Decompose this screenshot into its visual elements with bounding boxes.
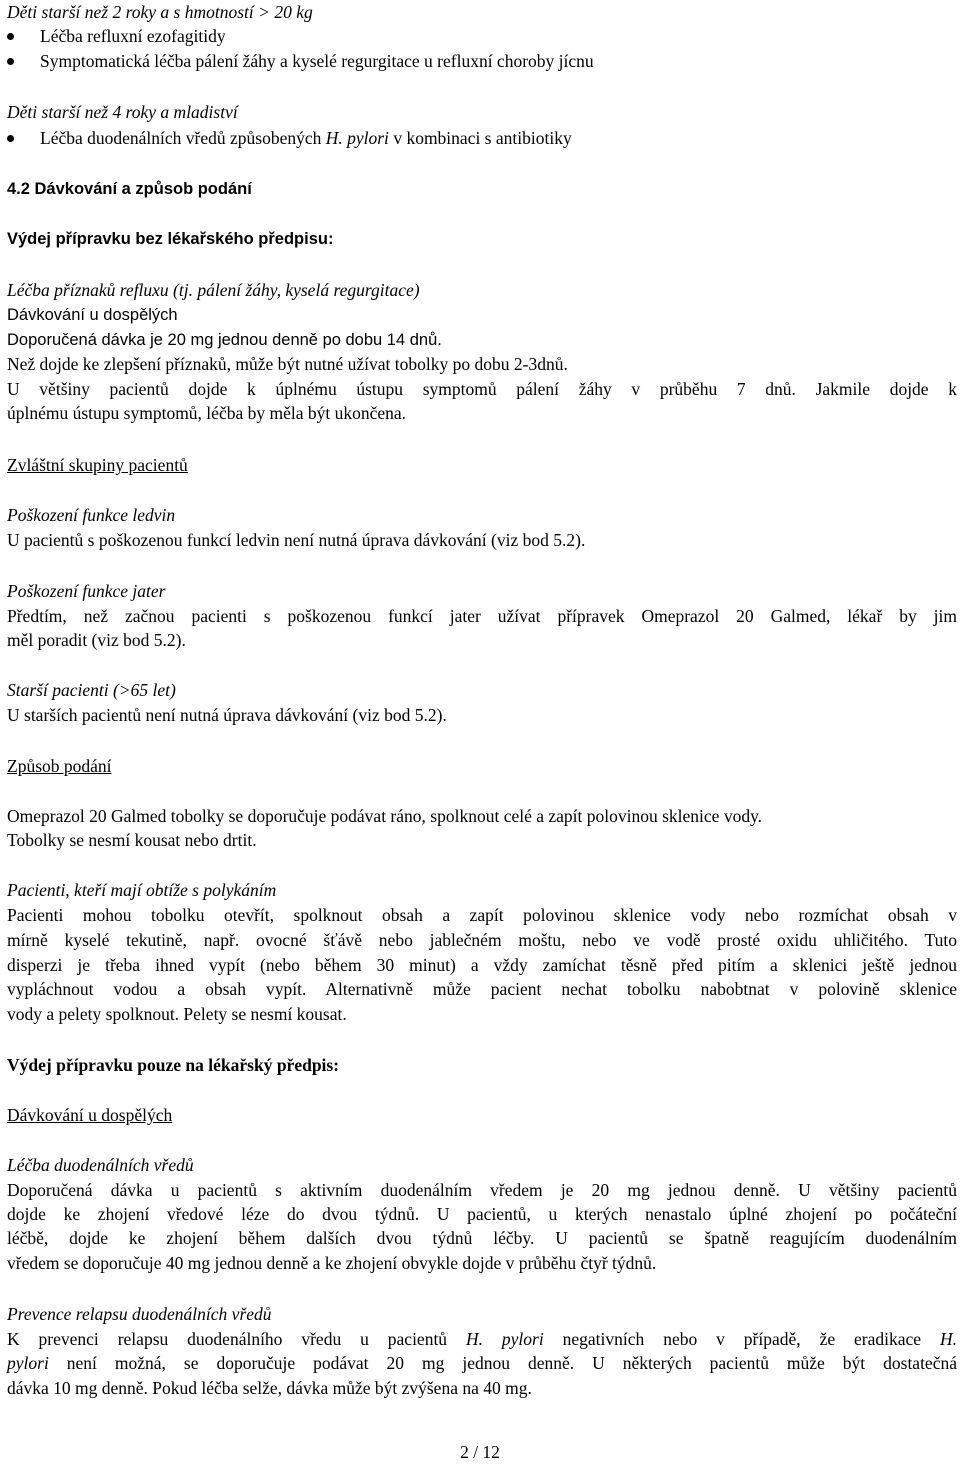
swallow-text: vypláchnout vodou a obsah vypít. Alternativně může pacient nechat tobolku nabobtnat v polovině sklenice <box>7 979 957 999</box>
list-item: Léčba duodenálních vředů způsobených H. pylori v kombinaci s antibiotiky <box>40 128 572 148</box>
relapse-text: K prevenci relapsu duodenálního vředu u pacientů H. pylori negativních nebo v případě, že eradikace H. <box>7 1329 957 1349</box>
reflux-heading: Léčba příznaků refluxu (tj. pálení žáhy, kyselá regurgitace) <box>7 280 420 300</box>
improvement-text: Než dojde ke zlepšení příznaků, může být nutné užívat tobolky po dobu 2-3dnů. <box>7 354 568 374</box>
relapse-text: pylori není možná, se doporučuje podávat 20 mg jednou denně. U některých pacientů může být dostatečná <box>7 1353 957 1373</box>
duodenal-text: Doporučená dávka u pacientů s aktivním duodenálním vředem je 20 mg jednou denně. U většiny pacientů <box>7 1180 957 1200</box>
swallow-text: Pacienti mohou tobolku otevřít, spolknout obsah a zapít polovinou sklenice vody nebo rozmíchat obsah v <box>7 905 957 925</box>
relapse-text: dávka 10 mg denně. Pokud léčba selže, dávka může být zvýšena na 40 mg. <box>7 1378 532 1398</box>
swallow-heading: Pacienti, kteří mají obtíže s polykáním <box>7 880 277 900</box>
swallow-text: mírně kyselé tekutině, např. ovocné šťávě nebo jablečném moštu, nebo ve vodě prosté oxidu uhličitého. Tuto <box>7 930 957 950</box>
bullet-icon <box>7 135 14 142</box>
renal-text: U pacientů s poškozenou funkcí ledvin není nutná úprava dávkování (viz bod 5.2). <box>7 530 586 550</box>
bullet-icon <box>7 58 14 65</box>
adult-dosage-label: Dávkování u dospělých <box>7 306 178 324</box>
duodenal-text: vředem se doporučuje 40 mg jednou denně a ke zhojení obvykle dojde v průběhu čtyř týdnů. <box>7 1253 657 1273</box>
prescription-heading: Výdej přípravku pouze na lékařský předpis: <box>7 1055 340 1075</box>
hepatic-heading: Poškození funkce jater <box>7 581 166 601</box>
section-heading: 4.2 Dávkování a způsob podání <box>7 180 252 198</box>
elderly-heading: Starší pacienti (>65 let) <box>7 680 176 700</box>
renal-heading: Poškození funkce ledvin <box>7 505 176 525</box>
adult-dosage-heading: Dávkování u dospělých <box>7 1105 173 1125</box>
administration-heading: Způsob podání <box>7 756 112 776</box>
special-groups-heading: Zvláštní skupiny pacientů <box>7 455 188 475</box>
duodenal-text: léčbě, dojde ke zhojení během dalších dvou týdnů léčby. U pacientů se špatně reagujícím duodenálním <box>7 1228 957 1248</box>
relief-text: U většiny pacientů dojde k úplnému ústupu symptomů pálení žáhy v průběhu 7 dnů. Jakmile dojde k <box>7 379 957 399</box>
hepatic-text: měl poradit (viz bod 5.2). <box>7 630 186 650</box>
children-4-heading: Děti starší než 4 roky a mladiství <box>7 102 238 122</box>
children-2-heading: Děti starší než 2 roky a s hmotností > 20 kg <box>7 2 313 22</box>
page-number: 2 / 12 <box>460 1442 500 1462</box>
duodenal-heading: Léčba duodenálních vředů <box>7 1155 194 1175</box>
list-item: Symptomatická léčba pálení žáhy a kyselé regurgitace u refluxní choroby jícnu <box>40 51 594 71</box>
swallow-text: disperzi je třeba ihned vypít (nebo během 30 minut) a vždy zamíchat těsně před pitím a sklenici ještě jednou <box>7 955 957 975</box>
swallow-text: vody a pelety spolknout. Pelety se nesmí kousat. <box>7 1004 347 1024</box>
bullet-icon <box>7 33 14 40</box>
elderly-text: U starších pacientů není nutná úprava dávkování (viz bod 5.2). <box>7 705 447 725</box>
relief-text: úplnému ústupu symptomů, léčba by měla být ukončena. <box>7 403 407 423</box>
relapse-heading: Prevence relapsu duodenálních vředů <box>7 1304 272 1324</box>
recommended-dose: Doporučená dávka je 20 mg jednou denně po dobu 14 dnů. <box>7 331 442 349</box>
list-item: Léčba refluxní ezofagitidy <box>40 26 226 46</box>
otc-heading: Výdej přípravku bez lékařského předpisu: <box>7 230 334 248</box>
hepatic-text: Předtím, než začnou pacienti s poškozenou funkcí jater užívat přípravek Omeprazol 20 Galmed, lékař by jim <box>7 606 957 626</box>
administration-text: Omeprazol 20 Galmed tobolky se doporučuje podávat ráno, spolknout celé a zapít polovinou sklenice vody. <box>7 806 763 826</box>
administration-text: Tobolky se nesmí kousat nebo drtit. <box>7 830 257 850</box>
duodenal-text: dojde ke zhojení vředové léze do dvou týdnů. U pacientů, u kterých nenastalo úplné zhojení po počáteční <box>7 1204 957 1224</box>
